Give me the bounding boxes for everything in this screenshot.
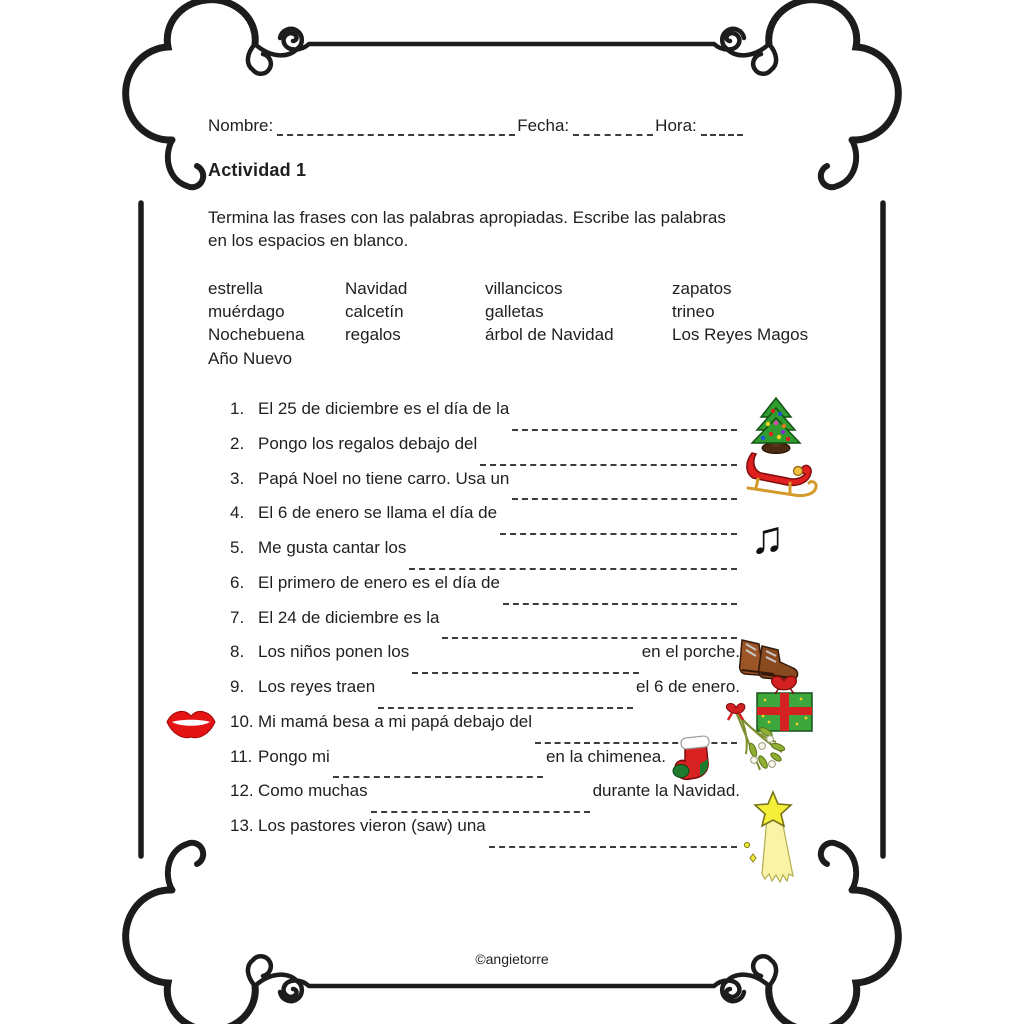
word-bank-item: regalos — [345, 325, 401, 345]
lips-image — [164, 700, 218, 748]
date-label: Fecha: — [517, 116, 570, 135]
answer-blank — [489, 833, 737, 848]
question-row — [230, 469, 740, 504]
copyright-credit: ©angietorre — [475, 951, 549, 967]
word-bank-column-1 — [208, 277, 304, 370]
hour-blank — [701, 120, 743, 136]
question-row — [230, 503, 740, 538]
question-text: Pongo los regalos debajo del — [258, 433, 478, 453]
word-bank-item: muérdago — [208, 302, 285, 322]
mistletoe-image — [720, 702, 788, 778]
questions-list — [230, 399, 742, 851]
question-number: 2. — [230, 433, 245, 453]
question-row — [230, 816, 740, 851]
instructions — [208, 206, 726, 252]
answer-blank — [409, 555, 737, 570]
word-bank-column-4 — [672, 277, 808, 347]
question-number: 7. — [230, 607, 245, 627]
question-text: Los pastores vieron (saw) una — [258, 816, 486, 835]
question-number: 4. — [230, 503, 245, 523]
word-bank-item: Los Reyes Magos — [672, 325, 809, 345]
word-bank-item: árbol de Navidad — [485, 325, 614, 345]
instructions-line-2: en los espacios en blanco. — [208, 231, 409, 250]
question-number: 8. — [230, 642, 245, 662]
question-text: El primero de enero es el día de — [258, 572, 500, 592]
santa-sleigh-image — [740, 449, 822, 505]
answer-blank — [371, 798, 590, 813]
word-bank-column-3 — [485, 277, 614, 347]
word-bank-item: Nochebuena — [208, 325, 305, 345]
header-row — [208, 116, 748, 136]
answer-blank — [412, 659, 638, 674]
question-text: El 24 de diciembre es la — [258, 607, 440, 627]
question-number: 3. — [230, 468, 245, 488]
hour-label: Hora: — [655, 116, 697, 135]
answer-blank — [512, 416, 737, 431]
answer-blank — [500, 520, 737, 535]
question-number: 5. — [230, 538, 245, 557]
question-number: 6. — [230, 572, 245, 592]
shooting-star-image — [736, 790, 806, 894]
stocking-image — [670, 734, 718, 792]
question-row — [230, 747, 666, 782]
answer-blank — [333, 763, 543, 778]
question-text: Me gusta cantar los — [258, 538, 407, 557]
question-text-after: el 6 de enero. — [636, 677, 740, 696]
question-row — [230, 642, 740, 677]
word-bank-item: Año Nuevo — [208, 348, 293, 368]
question-row — [230, 677, 740, 712]
question-row — [230, 434, 740, 469]
word-bank-item: villancicos — [485, 279, 563, 298]
answer-blank — [480, 451, 737, 466]
question-row — [230, 781, 740, 816]
question-row — [230, 573, 740, 608]
question-row — [230, 712, 740, 747]
date-blank — [573, 120, 653, 136]
question-text: El 25 de diciembre es el día de la — [258, 399, 510, 418]
name-label: Nombre: — [208, 116, 274, 135]
name-blank — [277, 120, 515, 136]
question-number: 10. — [230, 711, 254, 731]
christmas-tree-image — [746, 396, 806, 454]
word-bank-item: zapatos — [672, 279, 732, 298]
question-text-after: durante la Navidad. — [592, 781, 740, 801]
question-text: El 6 de enero se llama el día de — [258, 503, 498, 523]
question-text: Papá Noel no tiene carro. Usa un — [258, 468, 510, 488]
question-text: Los niños ponen los — [258, 642, 410, 662]
question-row — [230, 538, 740, 573]
question-number: 9. — [230, 677, 245, 696]
question-number: 12. — [230, 781, 254, 801]
answer-blank — [442, 624, 737, 639]
activity-title: Actividad 1 — [208, 160, 307, 180]
music-notes-icon: ♫ — [750, 511, 785, 563]
question-number: 1. — [230, 399, 245, 418]
question-number: 13. — [230, 816, 254, 835]
question-text-after: en la chimenea. — [545, 746, 666, 766]
question-text-after: en el porche. — [641, 642, 740, 662]
answer-blank — [378, 694, 633, 709]
question-text: Pongo mi — [258, 746, 330, 766]
question-row — [230, 608, 740, 643]
question-row — [230, 399, 740, 434]
word-bank-item: calcetín — [345, 302, 404, 322]
word-bank-column-2 — [345, 277, 407, 347]
word-bank-item: Navidad — [345, 279, 408, 298]
word-bank-item: galletas — [485, 302, 544, 322]
instructions-line-1: Termina las frases con las palabras apropiadas. Escribe las palabras — [208, 208, 726, 227]
question-text: Los reyes traen — [258, 677, 376, 696]
question-text: Mi mamá besa a mi papá debajo del — [258, 711, 533, 731]
answer-blank — [503, 590, 737, 605]
word-bank-item: estrella — [208, 279, 263, 298]
answer-blank — [512, 485, 737, 500]
question-text: Como muchas — [258, 781, 368, 801]
word-bank-item: trineo — [672, 302, 715, 322]
question-number: 11. — [230, 746, 253, 766]
